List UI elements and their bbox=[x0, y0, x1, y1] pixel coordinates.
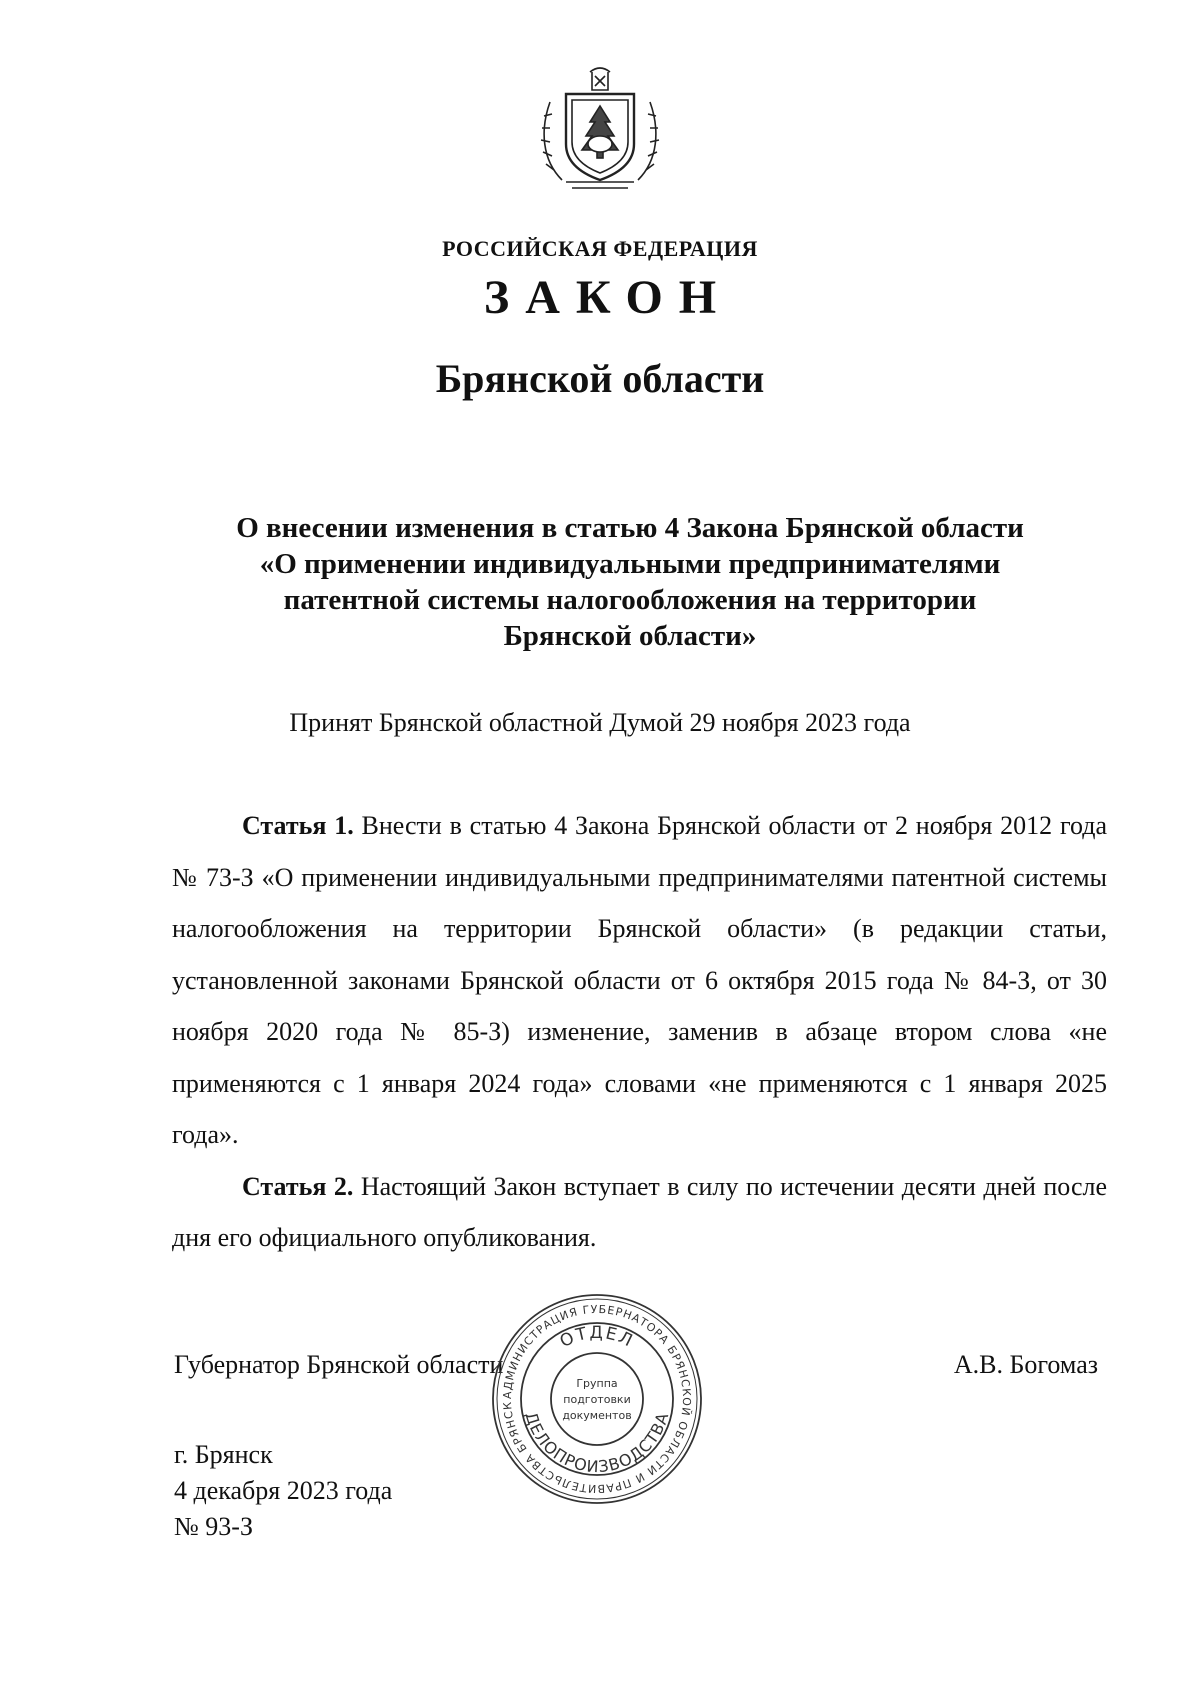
signatory-title: Губернатор Брянской области bbox=[174, 1350, 504, 1379]
law-title-line: Брянской области» bbox=[503, 620, 757, 652]
adoption-note: Принят Брянской областной Думой 29 ноября 2023 года bbox=[289, 708, 911, 737]
country-heading: РОССИЙСКАЯ ФЕДЕРАЦИЯ bbox=[442, 236, 758, 261]
stamp-center-line: Группа bbox=[576, 1377, 618, 1390]
issue-city: г. Брянск bbox=[174, 1440, 273, 1469]
signatory-name: А.В. Богомаз bbox=[953, 1350, 1098, 1379]
article-paragraph bbox=[172, 1161, 1107, 1264]
article-label: Статья 2. bbox=[242, 1171, 354, 1201]
document-type-heading: ЗАКОН bbox=[483, 271, 733, 324]
law-title-line: «О применении индивидуальными предпринимателями bbox=[259, 548, 1001, 580]
region-heading: Брянской области bbox=[435, 356, 765, 401]
issue-date: 4 декабря 2023 года bbox=[174, 1476, 393, 1505]
article-label: Статья 1. bbox=[242, 811, 354, 840]
stamp-center-line: подготовки bbox=[563, 1393, 631, 1406]
stamp-center-line: документов bbox=[562, 1409, 632, 1422]
stamp-ring-bottom: ДЕЛОПРОИЗВОДСТВА bbox=[521, 1409, 673, 1477]
article-text: Внести в статью 4 Закона Брянской области от 2 ноября 2012 года № 73-З «О применении индивидуальными предпринимателями патентной системы налогообложения на территории Брянской области» (в редакции статьи, установленной законами Брянской области от 6 октября 2015 года № 84-З, от 30 ноября 2020 года № 85-З) изменение, заменив в абзаце втором слова «не применяются с 1 января 2024 года» словами «не применяются с 1 января 2025 года». bbox=[172, 811, 1107, 1149]
law-title-line: О внесении изменения в статью 4 Закона Брянской области bbox=[236, 512, 1024, 544]
svg-text:ОТДЕЛ bbox=[557, 1323, 637, 1352]
stamp-outer-text: АДМИНИСТРАЦИЯ ГУБЕРНАТОРА БРЯНСКОЙ ОБЛАСТИ И ПРАВИТЕЛЬСТВА БРЯНСК bbox=[500, 1302, 694, 1496]
stamp-ring-top: ОТДЕЛ bbox=[556, 1323, 638, 1353]
issue-number: № 93-З bbox=[174, 1512, 253, 1541]
law-title-line: патентной системы налогообложения на территории bbox=[283, 584, 977, 616]
article-text: Настоящий Закон вступает в силу по истечении десяти дней после дня его официального опубликования. bbox=[172, 1171, 1107, 1252]
law-body bbox=[172, 800, 1107, 1264]
official-stamp bbox=[488, 1290, 706, 1508]
law-title bbox=[180, 510, 1080, 654]
issue-details bbox=[174, 1437, 392, 1545]
coat-of-arms-icon bbox=[532, 60, 668, 196]
article-paragraph bbox=[172, 800, 1107, 1161]
